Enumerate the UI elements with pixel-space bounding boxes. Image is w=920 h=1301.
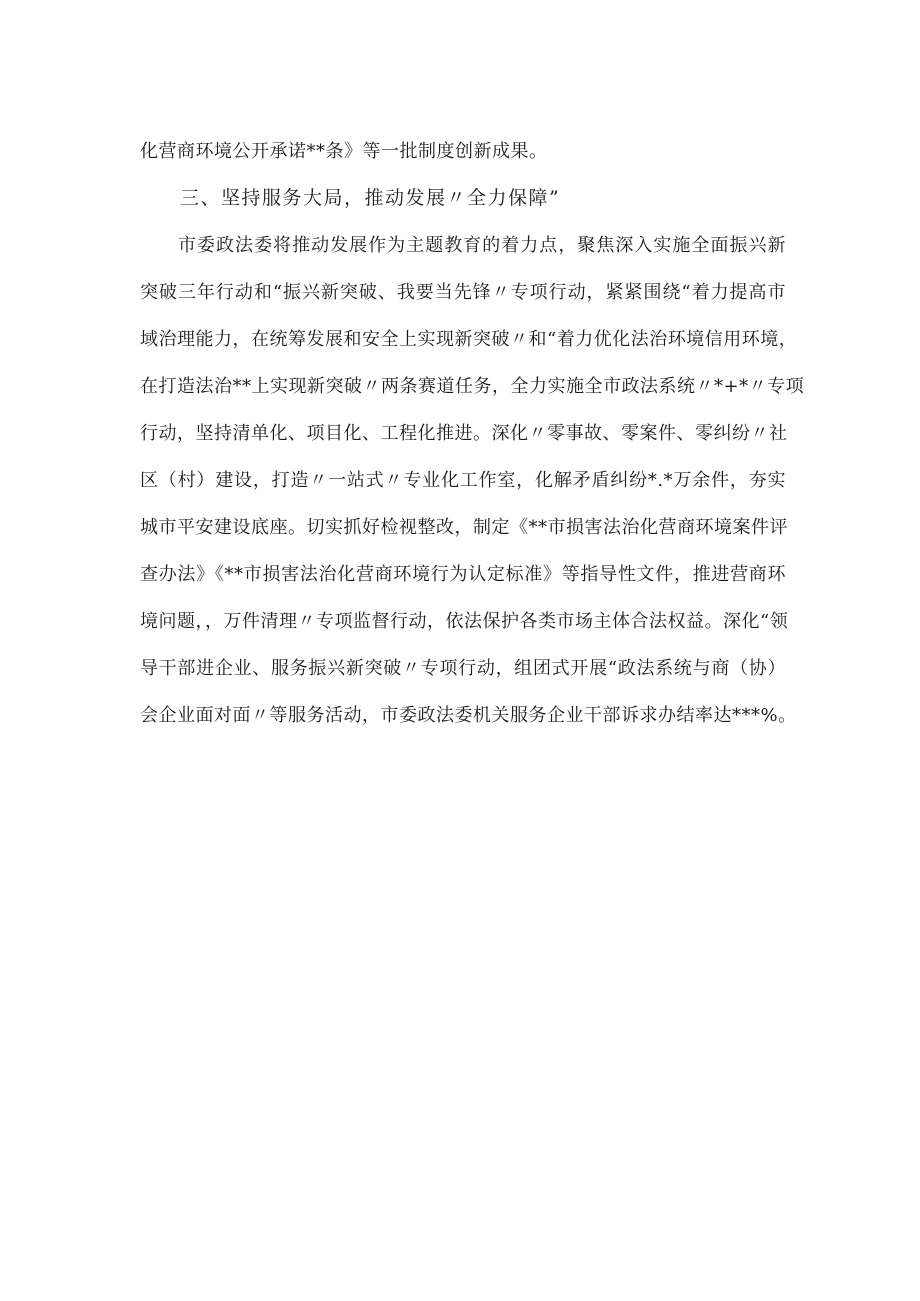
paragraph-line: 行动，坚持清单化、项目化、工程化推进。深化〃零事故、零案件、零纠纷〃社 (140, 423, 788, 444)
paragraph-line: 在打造法治**上实现新突破〃两条赛道任务，全力实施全市政法系统〃*+*〃专项 (140, 376, 805, 397)
body-paragraph (140, 222, 805, 739)
paragraph-line: 境问题，，万件清理〃专项监督行动，依法保护各类市场主体合法权益。深化“领 (140, 611, 789, 632)
paragraph-line: 突破三年行动和“振兴新突破、我要当先锋〃专项行动，紧紧围绕“着力提高市 (140, 282, 786, 303)
paragraph-line: 会企业面对面〃等服务活动，市委政法委机关服务企业干部诉求办结率达***%。 (140, 705, 797, 726)
paragraph-line: 市委政法委将推动发展作为主题教育的着力点，聚焦深入实施全面振兴新 (178, 235, 786, 256)
paragraph-line: 区（村）建设，打造〃一站式〃专业化工作室，化解矛盾纠纷*.*万余件，夯实 (140, 470, 786, 491)
continuation-line: 化营商环境公开承诺**条》等一批制度创新成果。 (140, 141, 548, 162)
document-body (140, 128, 805, 739)
paragraph-line: 导干部进企业、服务振兴新突破〃专项行动，组团式开展“政法系统与商（协） (140, 658, 786, 679)
paragraph-line: 查办法》《**市损害法治化营商环境行为认定标准》等指导性文件，推进营商环 (140, 564, 786, 585)
section-heading: 三、坚持服务大局，推动发展〃全力保障” (180, 187, 561, 209)
paragraph-line: 城市平安建设底座。切实抓好检视整改，制定《**市损害法治化营商环境案件评 (140, 517, 788, 538)
paragraph-line: 域治理能力，在统筹发展和安全上实现新突破〃和“着力优化法治环境信用环境， (140, 329, 798, 350)
